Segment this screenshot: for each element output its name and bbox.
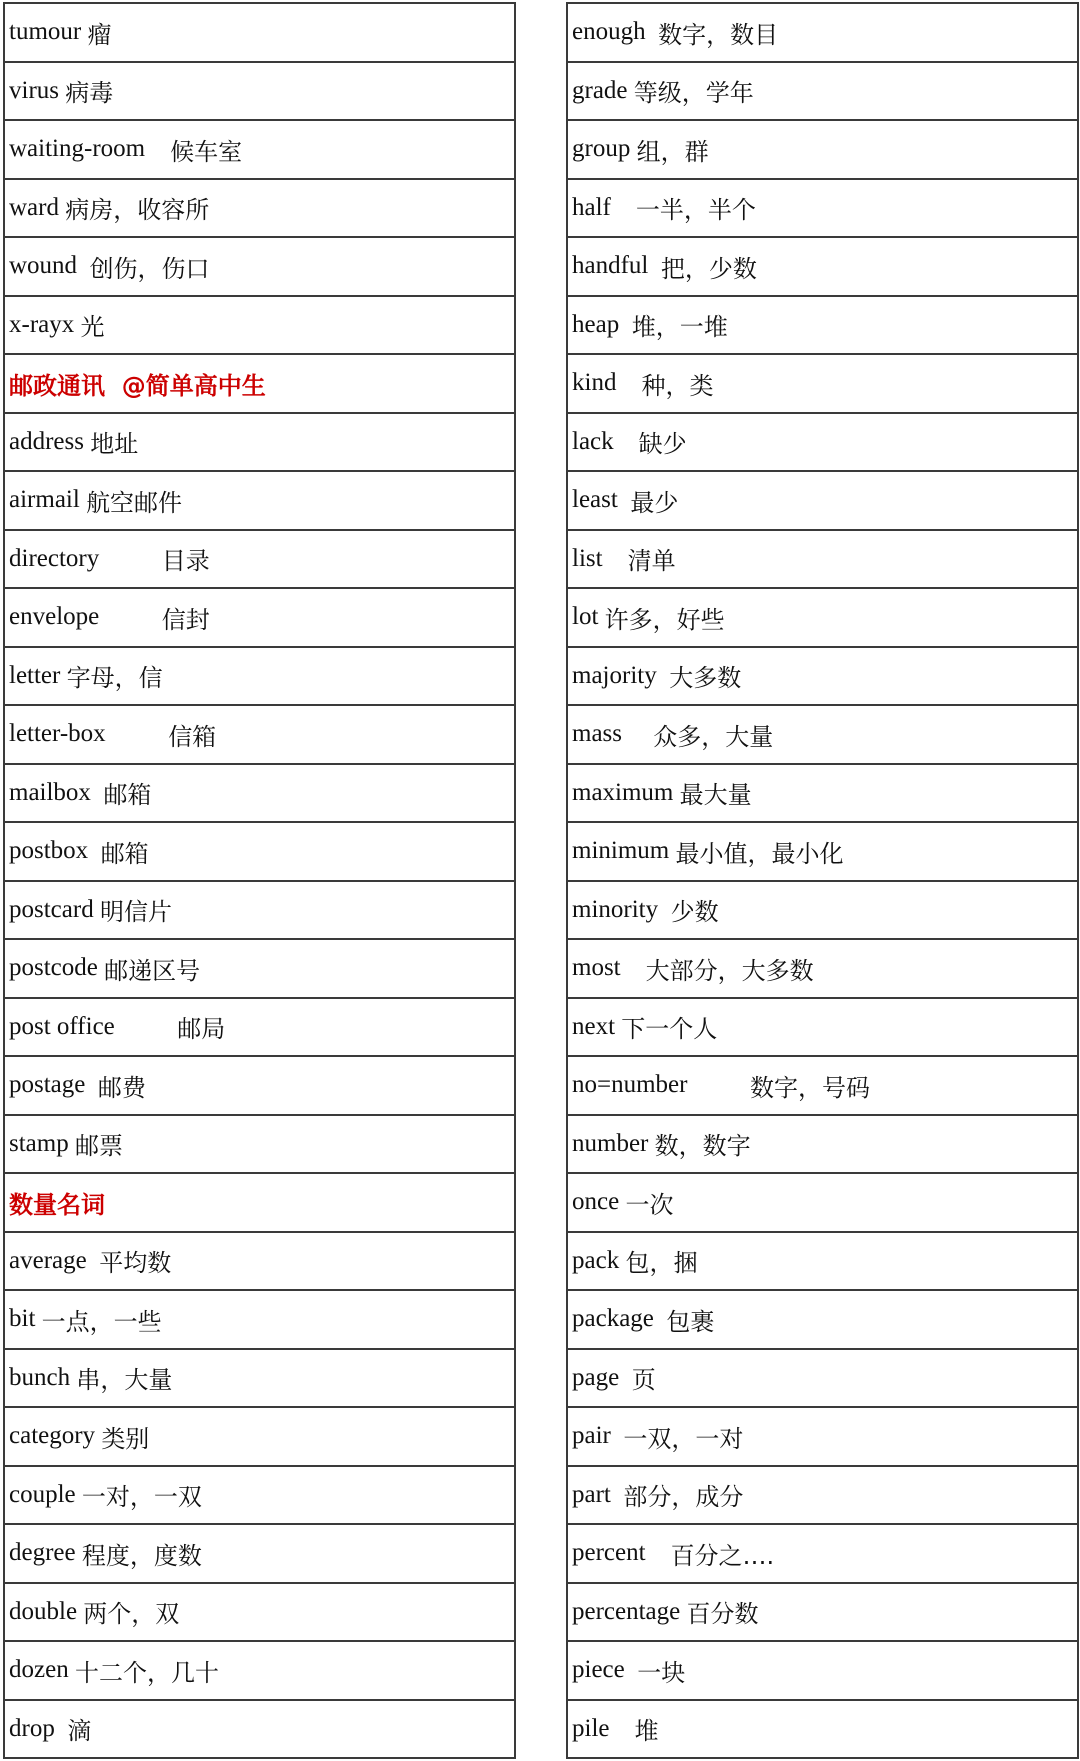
chinese-meaning: 光 bbox=[80, 313, 105, 342]
english-word: category bbox=[9, 1422, 102, 1450]
chinese-meaning: 病毒 bbox=[65, 79, 114, 108]
vocab-row bbox=[5, 940, 514, 999]
vocab-row bbox=[5, 823, 514, 882]
vocab-row bbox=[568, 63, 1077, 122]
vocab-row bbox=[568, 4, 1077, 63]
chinese-meaning: 一半，半个 bbox=[635, 196, 756, 225]
chinese-meaning: 众多，大量 bbox=[653, 722, 774, 751]
chinese-meaning: 类别 bbox=[101, 1424, 150, 1453]
english-word: percent bbox=[572, 1539, 671, 1567]
chinese-meaning: 等级，学年 bbox=[633, 79, 754, 108]
vocab-table-right-column bbox=[566, 2, 1079, 1759]
chinese-meaning: 邮局 bbox=[177, 1015, 226, 1044]
vocab-row bbox=[568, 472, 1077, 531]
english-word: grade bbox=[572, 76, 634, 104]
vocab-row bbox=[568, 1174, 1077, 1233]
chinese-meaning: 组，群 bbox=[636, 137, 709, 166]
english-word: half bbox=[572, 193, 636, 221]
english-word: tumour bbox=[9, 18, 88, 46]
english-word: postbox bbox=[9, 837, 101, 865]
chinese-meaning: 一次 bbox=[625, 1190, 674, 1219]
english-word: pile bbox=[572, 1714, 635, 1742]
chinese-meaning: 把，少数 bbox=[660, 254, 757, 283]
chinese-meaning: 包，捆 bbox=[625, 1249, 698, 1278]
vocab-row bbox=[5, 1116, 514, 1175]
english-word: pack bbox=[572, 1246, 626, 1274]
chinese-meaning: 数，数字 bbox=[654, 1132, 751, 1161]
vocab-row bbox=[5, 1642, 514, 1701]
chinese-meaning: 滴 bbox=[67, 1717, 92, 1746]
vocab-row bbox=[568, 1116, 1077, 1175]
chinese-meaning: 缺少 bbox=[638, 430, 687, 459]
english-word: stamp bbox=[9, 1129, 75, 1157]
vocab-row bbox=[568, 1525, 1077, 1584]
chinese-meaning: 大多数 bbox=[669, 664, 742, 693]
vocab-row bbox=[568, 1408, 1077, 1467]
chinese-meaning: 邮箱 bbox=[100, 839, 149, 868]
english-word: mailbox bbox=[9, 778, 104, 806]
chinese-meaning: 邮箱 bbox=[103, 781, 152, 810]
english-word: minority bbox=[572, 895, 671, 923]
chinese-meaning: 包裹 bbox=[666, 1307, 715, 1336]
chinese-meaning: 少数 bbox=[670, 898, 719, 927]
chinese-meaning: 目录 bbox=[161, 547, 210, 576]
vocab-row bbox=[5, 882, 514, 941]
section-heading-text: 邮政通讯 @简单高中生 bbox=[9, 371, 266, 400]
english-word: couple bbox=[9, 1480, 82, 1508]
vocab-row bbox=[5, 472, 514, 531]
english-word: letter-box bbox=[9, 720, 169, 748]
chinese-meaning: 最小值，最小化 bbox=[675, 839, 844, 868]
english-word: number bbox=[572, 1129, 655, 1157]
vocab-row bbox=[5, 121, 514, 180]
vocab-row bbox=[568, 765, 1077, 824]
chinese-meaning: 创伤，伤口 bbox=[89, 254, 210, 283]
chinese-meaning: 一双，一对 bbox=[623, 1424, 744, 1453]
vocab-row bbox=[5, 706, 514, 765]
english-word: enough bbox=[572, 18, 659, 46]
english-word: letter bbox=[9, 661, 67, 689]
vocab-row bbox=[5, 999, 514, 1058]
chinese-meaning: 最少 bbox=[630, 488, 679, 517]
chinese-meaning: 数字，号码 bbox=[749, 1073, 870, 1102]
english-word: minimum bbox=[572, 837, 676, 865]
chinese-meaning: 许多，好些 bbox=[604, 605, 725, 634]
english-word: majority bbox=[572, 661, 670, 689]
chinese-meaning: 一点，一些 bbox=[41, 1307, 162, 1336]
english-word: page bbox=[572, 1363, 632, 1391]
vocab-row bbox=[5, 531, 514, 590]
english-word: mass bbox=[572, 720, 654, 748]
english-word: lack bbox=[572, 427, 639, 455]
section-heading bbox=[5, 1174, 514, 1233]
vocab-row bbox=[5, 1350, 514, 1409]
english-word: bit bbox=[9, 1305, 42, 1333]
vocab-row bbox=[5, 180, 514, 239]
english-word: list bbox=[572, 544, 628, 572]
vocab-row bbox=[568, 882, 1077, 941]
vocab-row bbox=[568, 589, 1077, 648]
vocab-table-left-column bbox=[3, 2, 516, 1759]
english-word: part bbox=[572, 1480, 624, 1508]
english-word: lot bbox=[572, 603, 605, 631]
english-word: ward bbox=[9, 193, 66, 221]
english-word: postage bbox=[9, 1071, 98, 1099]
english-word: handful bbox=[572, 252, 661, 280]
english-word: envelope bbox=[9, 603, 162, 631]
vocab-row bbox=[5, 1467, 514, 1526]
chinese-meaning: 最大量 bbox=[679, 781, 752, 810]
english-word: no=number bbox=[572, 1071, 750, 1099]
vocab-row bbox=[5, 238, 514, 297]
chinese-meaning: 瘤 bbox=[87, 20, 112, 49]
vocab-row bbox=[568, 414, 1077, 473]
chinese-meaning: 百分数 bbox=[686, 1600, 759, 1629]
english-word: bunch bbox=[9, 1363, 77, 1391]
chinese-meaning: 邮递区号 bbox=[104, 956, 201, 985]
vocab-row bbox=[5, 414, 514, 473]
chinese-meaning: 百分之…. bbox=[670, 1541, 775, 1570]
english-word: dozen bbox=[9, 1656, 75, 1684]
english-word: address bbox=[9, 427, 91, 455]
vocab-row bbox=[568, 238, 1077, 297]
chinese-meaning: 候车室 bbox=[170, 137, 243, 166]
english-word: postcard bbox=[9, 895, 100, 923]
vocab-row bbox=[5, 1525, 514, 1584]
chinese-meaning: 病房，收容所 bbox=[65, 196, 210, 225]
vocab-row bbox=[568, 121, 1077, 180]
vocab-row bbox=[568, 1701, 1077, 1760]
english-word: waiting-room bbox=[9, 135, 171, 163]
vocab-row bbox=[5, 1233, 514, 1292]
english-word: group bbox=[572, 135, 637, 163]
vocab-row bbox=[568, 1057, 1077, 1116]
vocab-row bbox=[568, 1350, 1077, 1409]
vocab-row bbox=[568, 1584, 1077, 1643]
chinese-meaning: 程度，度数 bbox=[81, 1541, 202, 1570]
vocab-row bbox=[5, 1291, 514, 1350]
vocab-row bbox=[5, 1408, 514, 1467]
english-word: least bbox=[572, 486, 631, 514]
english-word: degree bbox=[9, 1539, 82, 1567]
english-word: x-rayx bbox=[9, 310, 81, 338]
chinese-meaning: 字母，信 bbox=[66, 664, 163, 693]
vocab-row bbox=[5, 297, 514, 356]
english-word: maximum bbox=[572, 778, 680, 806]
vocab-row bbox=[5, 589, 514, 648]
vocab-row bbox=[568, 999, 1077, 1058]
vocab-row bbox=[568, 823, 1077, 882]
vocab-row bbox=[568, 940, 1077, 999]
chinese-meaning: 邮票 bbox=[74, 1132, 123, 1161]
english-word: percentage bbox=[572, 1597, 687, 1625]
vocab-row bbox=[568, 1467, 1077, 1526]
english-word: wound bbox=[9, 252, 90, 280]
vocab-row bbox=[5, 1584, 514, 1643]
vocab-row bbox=[5, 4, 514, 63]
chinese-meaning: 航空邮件 bbox=[86, 488, 183, 517]
chinese-meaning: 信封 bbox=[161, 605, 210, 634]
english-word: pair bbox=[572, 1422, 624, 1450]
vocab-row bbox=[5, 648, 514, 707]
english-word: average bbox=[9, 1246, 100, 1274]
chinese-meaning: 部分，成分 bbox=[623, 1483, 744, 1512]
section-heading-text: 数量名词 bbox=[9, 1190, 105, 1219]
english-word: post office bbox=[9, 1012, 178, 1040]
vocab-row bbox=[568, 1233, 1077, 1292]
chinese-meaning: 大部分，大多数 bbox=[645, 956, 814, 985]
chinese-meaning: 种，类 bbox=[641, 371, 714, 400]
chinese-meaning: 两个，双 bbox=[83, 1600, 180, 1629]
vocab-row bbox=[568, 180, 1077, 239]
chinese-meaning: 明信片 bbox=[99, 898, 172, 927]
chinese-meaning: 清单 bbox=[627, 547, 676, 576]
chinese-meaning: 堆，一堆 bbox=[631, 313, 728, 342]
english-word: kind bbox=[572, 369, 642, 397]
vocab-row bbox=[568, 297, 1077, 356]
chinese-meaning: 邮费 bbox=[97, 1073, 146, 1102]
chinese-meaning: 十二个，几十 bbox=[74, 1658, 219, 1687]
chinese-meaning: 地址 bbox=[90, 430, 139, 459]
english-word: double bbox=[9, 1597, 84, 1625]
english-word: next bbox=[572, 1012, 622, 1040]
english-word: most bbox=[572, 954, 646, 982]
chinese-meaning: 平均数 bbox=[99, 1249, 172, 1278]
english-word: package bbox=[572, 1305, 667, 1333]
vocab-row bbox=[568, 648, 1077, 707]
vocab-row bbox=[5, 1701, 514, 1760]
vocab-row bbox=[5, 1057, 514, 1116]
chinese-meaning: 页 bbox=[631, 1366, 656, 1395]
vocab-row bbox=[5, 63, 514, 122]
chinese-meaning: 信箱 bbox=[168, 722, 217, 751]
english-word: airmail bbox=[9, 486, 87, 514]
english-word: once bbox=[572, 1188, 626, 1216]
section-heading bbox=[5, 355, 514, 414]
english-word: piece bbox=[572, 1656, 638, 1684]
chinese-meaning: 一块 bbox=[637, 1658, 686, 1687]
chinese-meaning: 下一个人 bbox=[621, 1015, 718, 1044]
english-word: directory bbox=[9, 544, 162, 572]
chinese-meaning: 堆 bbox=[634, 1717, 659, 1746]
english-word: postcode bbox=[9, 954, 105, 982]
english-word: heap bbox=[572, 310, 632, 338]
chinese-meaning: 数字，数目 bbox=[658, 20, 779, 49]
vocab-row bbox=[568, 355, 1077, 414]
chinese-meaning: 一对，一双 bbox=[81, 1483, 202, 1512]
english-word: virus bbox=[9, 76, 66, 104]
vocab-row bbox=[568, 531, 1077, 590]
vocab-row bbox=[568, 1642, 1077, 1701]
vocab-row bbox=[5, 765, 514, 824]
vocab-row bbox=[568, 1291, 1077, 1350]
vocab-row bbox=[568, 706, 1077, 765]
chinese-meaning: 串，大量 bbox=[76, 1366, 173, 1395]
english-word: drop bbox=[9, 1714, 68, 1742]
